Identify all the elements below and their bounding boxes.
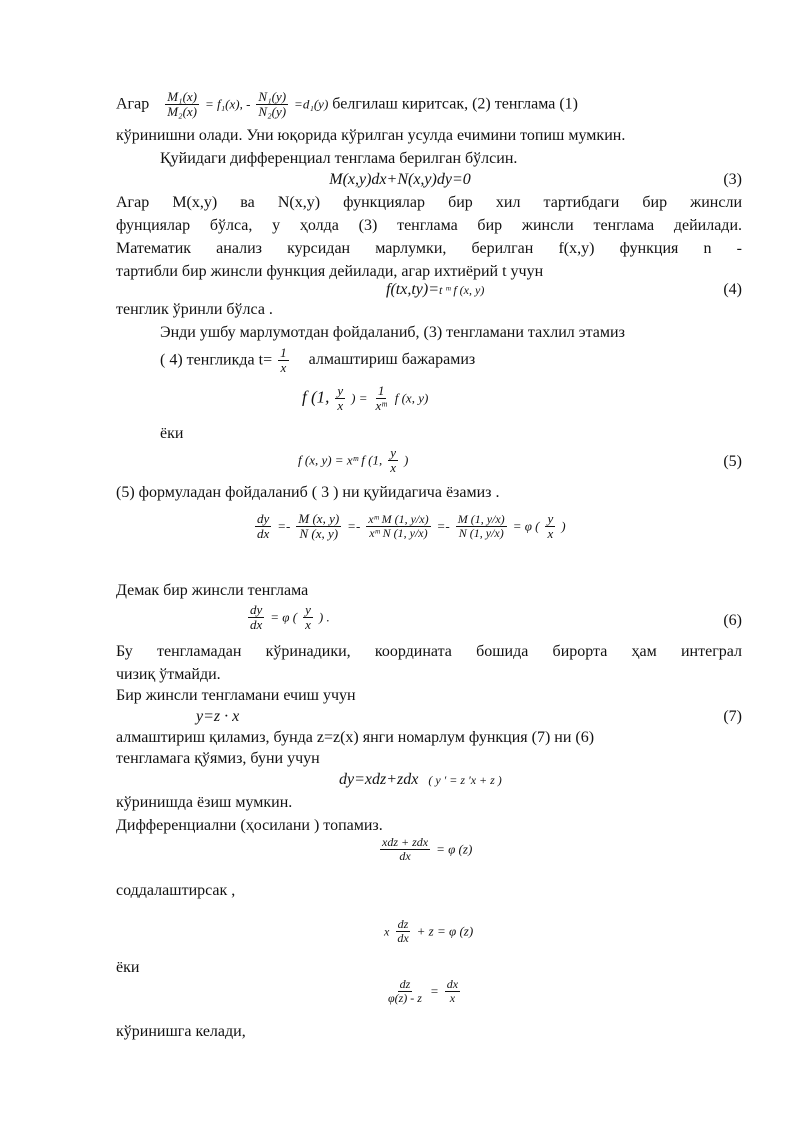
equation-3: M(x,y)dx+N(x,y)dy=0 [329,171,471,188]
formula-d1: =d₁(y) [294,96,329,112]
line-1 [116,90,578,120]
line-8: тартибли бир жинсли функция дейилади, агар ихтиёрий t учун [116,263,544,280]
fraction-n1-n2: $\frac{\text{N₁(y)}}{\text{N₂(y)}}$ [258,89,287,120]
line-18: Демак бир жинсли тенглама [116,582,309,599]
formula-f-1-yx: f (1, $\frac{y}{x}$ ) = $\frac{1}{\text{xᵐ}}$ f (x, y) [302,383,429,414]
fraction-m1-m2: $\frac{\text{M₁(x)}}{\text{M₂(x)}}$ [167,89,197,120]
line-12: ( 4) тенгликда t= $\frac{1}{x}$ алмаштириш бажарамиз [160,345,476,376]
line-6: фунциялар бўлса, у ҳолда (3) тенглама бир жинсли тенглама дейилади. [116,217,742,234]
equation-number-6: (6) [723,612,742,629]
equation-4: f(tx,ty)=t ᵐ f (x, y) [386,281,485,298]
line-2: кўринишни олади. Уни юқорида кўрилган усулда ечимини топиш мумкин. [116,127,626,144]
line-3: Қуйидаги дифференциал тенглама берилган бўлсин. [160,150,518,167]
line-22: Бир жинсли тенгламани ечиш учун [116,687,356,704]
line-25: тенгламага қўямиз, буни учун [116,750,320,767]
text-agar: Агар [116,95,150,113]
line-21: чизиқ ўтмайди. [116,666,221,683]
equation-number-3: (3) [723,171,742,188]
line-7: Математик анализ курсидан марлумки, берилган f(x,y) функция n - [116,240,742,257]
line-20: Бу тенгламадан кўринадики, координата бошида бирорта ҳам интеграл [116,643,742,660]
formula-5: f (x, y) = xᵐ f (1, $\frac{y}{x}$ ) [298,445,409,476]
line-30: соддалаштирсак , [116,882,236,899]
formula-dy-dx-chain: $\frac{dy}{dx}$ =- $\frac{M (x, y)}{N (x, y)}$ =- $\frac{\text{xᵐ M (1, y/x)}}{\text{xᵐ N (1, y/x)}}$ =- $\frac{M (1, y/x)}{N (1, y/x)}$ = φ ( $\frac{y}{x}$ ) [257,511,566,542]
line-27: кўринишда ёзиш мумкин. [116,794,293,811]
formula-dy-xdz-zdx: dy=xdz+zdx ( y ′ = z ′x + z ) [339,771,502,788]
fraction-1-over-x: $\frac{1}{x}$ [280,345,287,376]
equation-7: y=z · x [196,708,240,725]
equation-number-5: (5) [723,453,742,470]
formula-derivative: $\frac{\text{xdz + zdx}}{dx}$ = φ (z) [382,835,473,864]
line-5: Агар M(x,y) ва N(x,y) функциялар бир хил тартибдаги бир жинсли [116,194,742,211]
line-yoki-1: ёки [160,425,184,442]
equation-number-7: (7) [723,708,742,725]
formula-simplified: x $\frac{dz}{dx}$ + z = φ (z) [384,917,474,946]
line-24: алмаштириш қиламиз, бунда z=z(x) янги номарлум функция (7) ни (6) [116,729,595,746]
equation-number-4: (4) [723,281,742,298]
formula-6: $\frac{dy}{dx}$ = φ ( $\frac{y}{x}$ ) . [250,602,330,633]
line-10: тенглик ўринли бўлса . [116,301,273,318]
line-yoki-2: ёки [116,959,140,976]
line-11: Энди ушбу марлумотдан фойдаланиб, (3) тенгламани тахлил этамиз [160,324,625,341]
formula-f1: = f₁(x), - [205,96,251,112]
line-28: Дифференциални (ҳосилани ) топамиз. [116,817,383,834]
line-34: кўринишга келади, [116,1023,246,1040]
line-16: (5) формуладан фойдаланиб ( 3 ) ни қуйидагича ёзамиз . [116,484,500,501]
formula-separated: $\frac{dz}{\varphi(z) - z}$ = $\frac{dx}{x}$ [388,977,459,1006]
text-line-1-suffix: белгилаш киритсак, (2) тенглама (1) [332,95,579,113]
